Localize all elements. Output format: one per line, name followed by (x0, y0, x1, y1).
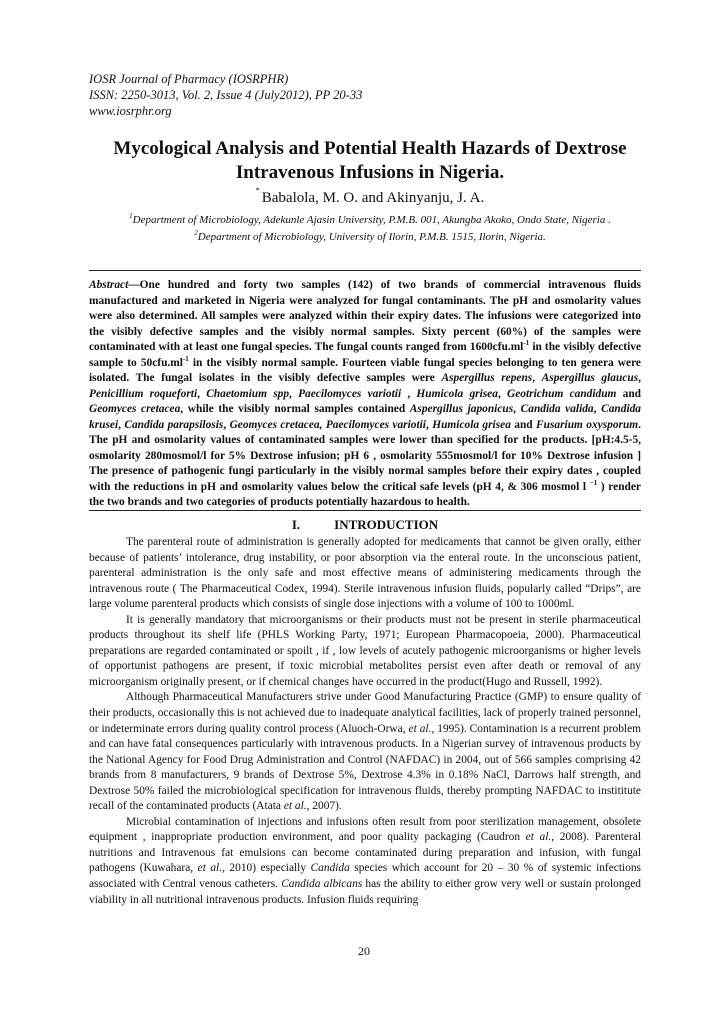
journal-issn: ISSN: 2250-3013, Vol. 2, Issue 4 (July2012), PP 20-33 (89, 88, 363, 102)
author-names: Babalola, M. O. and Akinyanju, J. A. (261, 190, 485, 206)
abstract-text: . The pH and osmolarity values of contaminated samples were lower than specified for the products. [pH:4.5-5, osmolarity 280mosmol/l for 5% Dextrose infusion; pH 6 , osmolarity 555mosmol/l for 10% Dextrose infusion ] The presence of pathogenic fungi particularly in the visibly normal samples before their expiry dates , coupled with the reductions in pH and osmolarity values below the critical safe levels (pH 4, & 306 mosmol l (89, 418, 642, 493)
species-name: Geomyces cretacea (89, 403, 181, 415)
abstract-text: , while the visibly normal samples contained (180, 403, 410, 415)
species-name: Candida albicans (281, 878, 363, 891)
paragraph-text: 2010) especially (224, 862, 311, 875)
paragraph-text: has the ability to either grow very well or sustain prolonged viability in all nutritional intravenous products. Infusion fluids requiring (89, 878, 642, 906)
species-name: Geomyces cretacea, (229, 418, 323, 431)
citation-etal: et al. (283, 800, 307, 813)
species-name: Fusarium oxysporum (536, 418, 639, 431)
paragraph-text: species which account for 20 – 30 % of systemic infections associated with Central venous catheters. (89, 862, 641, 891)
journal-name: IOSR Journal of Pharmacy (IOSRPHR) (89, 72, 289, 86)
author-marker: * (255, 186, 260, 195)
introduction-body (89, 535, 641, 908)
species-name: Aspergillus repens (441, 372, 533, 384)
species-name: Candida parapsilosis (124, 418, 224, 431)
paragraph-text: 1995). Contamination is a recurrent problem and can have fatal consequences particularly with intravenous products. In a Nigerian survey of intravenous products by the National Agency for Food Drug Administration and Control (NAFDAC) in 2004, out of 566 samples comprising 42 brands from 8 manufacturers, 9 brands of Dextrose 5%, Dextrose 4.3% in 0.18% NaCl, Darrows half strength, and Dextrose 50% failed the microbiological specification for intravenous fluids, thereby prompting NAFDAC to instititute recall of the contaminated products (Atata (89, 722, 642, 813)
affiliation-2 (80, 229, 660, 243)
paragraph-4 (89, 815, 641, 908)
page-number: 20 (358, 944, 370, 958)
paragraph-text: Although Pharmaceutical Manufacturers strive under Good Manufacturing Practice (GMP) to ensure quality of their products, occasionally this is not achieved due to inadequate analytical facilities, lack of properly trained personnel, or indeterminate errors during quality control process (Aluoch-Orwa, (89, 691, 641, 735)
section-title: INTRODUCTION (334, 517, 439, 532)
abstract-dash: — (128, 279, 140, 291)
abstract-top-rule (89, 270, 641, 271)
citation-etal: et al. (525, 831, 552, 844)
abstract-text: in the visibly defective sample to 50cfu.ml (89, 341, 641, 369)
paragraph-text: Microbial contamination of injections and infusions often result from poor sterilization management, obsolete equipment , inappropriate production environment, and poor quality packaging (Caudron (89, 815, 641, 844)
abstract-superscript: -1 (523, 339, 530, 348)
paragraph-text: , 2008). Parenteral nutritions and Intravenous fat emulsions can become contaminated during preparation and infusion, with fungal pathogens (Kuwahara, (89, 831, 641, 875)
species-name: Geotrichum candidum (507, 387, 617, 400)
abstract-superscript: −1 (589, 478, 598, 487)
abstract: Abstract—One hundred and forty two samples (142) of two brands of commercial intravenous fluids manufactured and marketed in Nigeria were analyzed for fungal contaminants. The pH and osmolarity values were also determined. All samples were analyzed within their expiry dates. The infusions were categorized into the visibly defective samples and the visibly normal samples. Sixty percent (60%) of the samples were contaminated with at least one fungal species. The fungal counts ranged from $1600cfu.ml^{-1}$ in the visibly defective sample to $50cfu.ml^{-1}$ in the visibly normal sample. Fourteen viable fungal species belonging to ten genera were isolated. The fungal isolates in the visibly defective samples were Aspergillus repens, Aspergillus glaucus, Penicillium roqueforti, Chaetomium spp, Paecilomyces variotii , Humicola grisea, Geotrichum candidum and Geomyces cretacea, while the visibly normal samples contained Aspergillus japonicus, Candida valida, Candida krusei, Candida parapsilosis, Geomyces cretacea, Paecilomyces variotii, Humicola grisea and Fusarium oxysporum. The pH and osmolarity values of contaminated samples were lower than specified for the products. [pH:4.5-5, osmolarity 280mosmol/l for 5% Dextrose infusion; pH 6 , osmolarity 555mosmol/l for 10% Dextrose infusion ] The presence of pathogenic fungi particularly in the visibly normal samples before their expiry dates , coupled with the reductions in pH and osmolarity values below the critical safe levels (pH 4, & 306 mosmol l $^{-1}$ ) render the two brands and two categories of products potentially hazardous to health. (89, 279, 642, 508)
author-line (80, 186, 660, 207)
species-name: Chaetomium spp (206, 387, 290, 400)
paragraph-2: It is generally mandatory that microorganisms or their products must not be present in sterile pharmaceutical products throughout its shelf life (PHLS Working Party, 1971; European Pharmacopoeia, 2000). Pharmaceutical preparations are regarded contaminated or spoilt , if , low levels of acutely pathogenic microorganisms or higher levels of opportunist pathogens are present, if toxic microbial metabolites persist even after death or removal of any microorganism originally present, or if chemical changes have occurred in the product(Hugo and Russell, 1992). (89, 613, 641, 688)
species-name: Candida valida (520, 403, 594, 415)
journal-website: www.iosrphr.org (89, 104, 172, 118)
section-heading (89, 517, 641, 533)
journal-header (89, 71, 362, 119)
affiliation-2-text: Department of Microbiology, University of Ilorin, P.M.B. 1515, Ilorin, Nigeria. (197, 231, 546, 243)
affiliation-1 (80, 212, 660, 226)
paper-title: Mycological Analysis and Potential Health Hazards of Dextrose Intravenous Infusions in Nigeria. (113, 138, 627, 183)
species-name: Penicillium roqueforti (89, 387, 198, 400)
abstract-label: Abstract (89, 279, 129, 291)
species-name: Humicola grisea (416, 387, 498, 400)
abstract-text: One hundred and forty two samples (142) of two brands of commercial intravenous fluids manufactured and marketed in Nigeria were analyzed for fungal contaminants. The pH and osmolarity values were also determined. All samples were analyzed within their expiry dates. The infusions were categorized into the visibly defective samples and the visibly normal samples. Sixty percent (60%) of the samples were contaminated with at least one fungal species. The fungal counts ranged from 1600cfu.ml (89, 279, 641, 353)
abstract-bottom-rule (89, 510, 641, 511)
abstract-superscript: -1 (182, 354, 189, 363)
species-name: Paecilomyces variotii (325, 418, 426, 431)
citation-etal: et al., (197, 862, 225, 875)
affiliation-1-marker: 1 (129, 212, 133, 220)
section-number: I. (291, 517, 301, 532)
abstract-text: in the visibly normal sample. Fourteen viable fungal species belonging to ten genera were isolated. The fungal isolates in the visibly defective samples were (89, 356, 641, 384)
species-name: Paecilomyces variotii (298, 387, 402, 400)
paragraph-3 (89, 690, 641, 814)
affiliation-2-marker: 2 (194, 229, 198, 237)
species-name: Candida (310, 862, 350, 875)
paragraph-text: , 2007). (306, 800, 342, 813)
affiliation-1-text: Department of Microbiology, Adekunle Ajasin University, P.M.B. 001, Akungba Akoko, Ondo State, Nigeria . (132, 214, 611, 226)
species-name: Aspergillus japonicus (409, 403, 514, 415)
citation-etal: et al., (408, 722, 435, 735)
species-name: Candida krusei (89, 403, 642, 431)
abstract-text: ) render the two brands and two categories of products potentially hazardous to health. (89, 480, 641, 508)
species-name: Humicola grisea (432, 418, 511, 431)
species-name: Aspergillus glaucus (541, 372, 639, 384)
paragraph-1: The parenteral route of administration is generally adopted for medicaments that cannot be given orally, either because of patients’ intolerance, drug instability, or poor absorption via the enteral route. In the unconscious patient, parenteral administration is the only safe and most effective means of administering medicaments through the intravenous route ( The Pharmaceutical Codex, 1994). Sterile intravenous infusion fluids, popularly called “Drips”, are large volume parenteral products which consists of single dose injections with a volume of 100 to 1000ml. (89, 536, 641, 611)
